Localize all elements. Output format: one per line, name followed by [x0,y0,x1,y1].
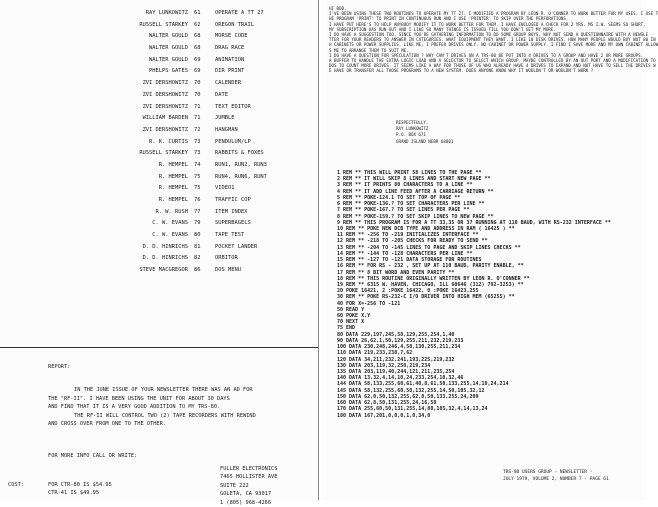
letter-line: I DO HAVE A SUGGESTION TOO. SINCE YOU'RE GATHERING INFORMATION TO DO SOME GROUP BUYS, WHY NOT SEND A QUESTIONNAIRE WITH A NEWSLE [329,32,649,38]
footer-line: JULY 1979, VOLUME 2, NUMBER 7 - PAGE 61 [503,477,609,482]
code-line: 100 DATA 230,248,246,4,50,130,255,211,234 [337,344,461,351]
directory-author: R. HEMPEL [158,161,188,168]
code-line: 140 DATA 13,32,4,14,10,24,233,254,10,32,46 [337,375,464,382]
directory-row [0,125,318,137]
directory-author: RUSSELL STARKEY [139,21,188,28]
directory-page: 69 [194,68,201,75]
directory-row [0,253,318,265]
directory-title: PENDULUM/LP [215,138,251,145]
code-line: 50 READ Y [337,306,365,313]
code-line: 10 REM ** POKE NEW DCB TYPE AND ADDRESS IN RAM ( 16425 ) ** [337,225,515,232]
directory-title: HANGMAN [215,126,238,133]
letter-line: I'VE BEEN USING THESE TWO ROUTINES TO OPERATE MY TT 27. I MODIFIED A PROGRAM BY LEON R. O'CONNER TO WORK BETTER FOR MY USES. I USE T [329,11,658,17]
code-line: 3 REM ** IT PRINTS 80 CHARACTERS TO A LINE ** [337,182,473,189]
directory-title: DOS MENU [215,267,241,274]
report-line: AND FIND THAT IT IS A VERY GOOD ADDITION TO MY TRS-80. [48,404,221,411]
letter-line: HI BOB, [329,6,347,11]
directory-row [0,148,318,160]
directory-page: 75 [194,185,201,192]
signature-line: P.O. BOX 671 [396,132,426,138]
directory-author: R. W. RUSH [155,208,188,215]
letter-line: MY SUBSCRIPTION HAS RUN OUT AND I LIKE SO MANY THINGS IS ISSUED TILL YOU DON'T GET MY MORE. [329,26,556,32]
signature-block [396,120,453,145]
code-line: 9 REM ** THIS PROGRAM IS FOR A TT 33,35 OR 37 RUNNING AT 110 BAUD, WITH RS-232 INTERFACE ** [337,219,611,226]
directory-row [0,20,318,32]
directory-page: 75 [194,173,201,180]
directory-author: R. HEMPEL [158,185,188,192]
directory-row [0,207,318,219]
code-line: 60 POKE X,Y [337,313,371,320]
code-line: 16 REM ** FOR RS - 232 , SET UP AT 110 BAUD, PARITY ENABLE, ** [337,263,524,270]
directory-title: TRAFFIC COP [215,197,251,203]
directory-row [0,43,318,55]
directory-page: 82 [194,255,201,262]
directory-author: D. D. HINRICHS [142,255,188,262]
directory-author: ZVI DERSHOWITZ [142,91,188,98]
code-line: 90 DATA 26,62,1,50,129,255,211,232,219,233 [337,337,464,344]
code-line: 40 FOR X=-256 TO -121 [337,300,401,307]
code-line: 18 REM ** THIS ROUTINE ORIGINALLY WRITTEN BY LEON R. O'CONNER ** [337,275,530,282]
letter-line: I DO HAVE A QUESTION FOR SPECULATION ? WHY CAN'T DRIVES ON A TRS-80 BE PUT INTO 4 DRIVES TO A GROUP AND HAVE 2 OR MORE GROUPS. [329,52,644,58]
directory-title: RUN1, RUN2, RUN3 [215,161,267,168]
address-line: FULLER ELECTRONICS [220,466,278,472]
directory-author: R. HEMPEL [158,197,188,203]
footer-line: TRS-80 USERS GROUP - NEWSLETTER - [503,470,593,475]
code-line: 4 REM ** IT ADD LINE FEED AFTER A CARRIAGE RETURN ** [337,188,494,195]
directory-title: VIDEO1 [215,185,235,192]
directory-author: WILLIAM BARDEN [142,115,188,122]
directory-page: 69 [194,56,201,63]
directory-title: MORSE CODE [215,33,248,40]
directory-page: 70 [194,91,201,98]
directory-row [0,183,318,195]
code-line: 150 DATA 62,0,50,132,255,62,8,50,133,255,24,209 [337,393,479,400]
signature-line: RESPECTFULLY, [396,120,429,125]
code-line: 5 REM ** POKE-124.1 TO SET TOP OF PAGE ** [337,194,461,201]
letter-line: TTER FOR YOUR READERS TO ANSWER IN CATEGORIES. WHAT EQUIPMENT THEY WANT. I LIKE 10 DISK DRIVES. HOW MANY PEOPLE WOULD BUY NOT 80 IN [329,37,656,43]
directory-title: SUPERBAGELS [215,220,251,227]
code-line: 17 REM ** 8 BIT WORD AND EVEN PARITY ** [337,269,455,276]
directory-author: ZVI DERSHOWITZ [142,80,188,87]
directory-title: TEXT EDITOR [215,103,251,110]
directory-row [0,102,318,114]
report-line: THE RF-II WILL CONTROL TWO (2) TAPE RECORDERS WITH REWIND [74,412,256,419]
directory-title: RUN4, RUN6, RUN7 [215,173,267,180]
code-line: 160 DATA 62,8,50,131,255,24,16,58 [337,400,437,407]
directory-title: ORBITOR [215,255,238,262]
directory-title: DRAG RACE [215,45,245,52]
vendor-address [220,465,277,507]
code-line: 14 REM ** -144 TO -128 CHARACTERS PER LINE ** [337,250,473,257]
directory-page: 68 [194,45,201,52]
code-line: 80 DATA 229,197,245,58,129,255,254,1,40 [337,331,455,338]
report-heading: REPORT: [48,364,71,370]
code-line: 70 NEXT X [337,319,365,326]
directory-row [0,160,318,172]
report-line: IN THE JUNE ISSUE OF YOUR NEWSLETTER THERE WAS AN AD FOR [74,387,253,393]
code-line: 12 REM ** -218 TO -205 CHECKS FOR READY TO SEND ** [337,238,488,245]
program-directory [0,8,318,277]
directory-title: ANIMATION [215,56,245,63]
directory-title: OPERATE A TT 27 [215,10,264,16]
right-page [321,0,658,500]
directory-title: JUMBLE [215,115,235,122]
directory-row [0,172,318,184]
directory-page: 74 [194,161,201,168]
code-line: 8 REM ** POKE-159.? TO SET SKIP LINES TO NEW PAGE ** [337,213,494,220]
directory-page: 77 [194,208,201,215]
directory-row [0,55,318,67]
signature-line: GRAND ISLAND NEBR 68801 [396,138,454,144]
code-line: 180 DATA 167,201,0,0,0,1,0,34,0 [337,412,431,419]
cost-item: FOR CTR-80 IS $54.95 [48,482,112,488]
directory-page: 62 [194,21,201,28]
directory-page: 86 [194,267,201,274]
code-line: 75 END [337,325,356,332]
directory-page: 72 [194,126,201,133]
page-footer [503,469,609,483]
letter-line: E HAVE OR TRANSFER ALL THOSE PROGRAMS TO A NEW SYSTEM. DOES ANYONE KNOW WHY IT WOULDN'T OR WOULDN'T WORK ? [329,68,594,74]
directory-page: 73 [194,150,201,157]
address-line: GOLETA, CA 93017 [220,491,272,498]
letter-line: H CABINETS OR POWER SUPPLIES. LIKE ME, I PREFER DRIVES ONLY. NO CABINET OR POWER SUPPLY. I FIND I SAVE MORE AND MY OWN CABINET ALLOW [329,42,658,48]
code-line: 110 DATA 219,233,238,7,62 [337,350,413,357]
letter-line: I HAVE PUT HERE'S TO HELP ANYBODY MODIFY IT TO WORK BETTER FOR THEM. I HAVE ENCLOSED A CHECK FOR 2 YRS. MS I.W. SEEMS SO SHORT. [329,21,646,27]
directory-author: C. W. EVANS [152,232,188,239]
letter-line: A BUFFER TO HANDLE THE EXTRA LOGIC LOAD AND A SELECTOR TO SELECT WHICH GROUP. MAYBE CONTROLLED BY AN OUT PORT AND A MODIFICATION TO [329,58,656,64]
directory-author: PHELPS GATES [149,68,188,75]
directory-author: RUSSELL STARKEY [139,150,188,157]
code-line: 145 DATA 58,132,255,60,50,132,255,14,50,105,32,12 [337,387,485,394]
code-line: 144 DATA 58,133,255,60,61,40,8,61,50,133,255,14,10,24,214 [337,381,509,388]
directory-page: 73 [194,138,201,145]
directory-author: ZVI DERSHOWITZ [142,126,188,133]
code-line: 120 DATA 34,211,232,241,193,225,219,232 [337,356,455,363]
directory-author: WALTER GOULD [149,33,188,40]
directory-page: 76 [194,197,201,203]
directory-page: 79 [194,220,201,227]
report-body [48,386,310,429]
directory-title: OREGON TRAIL [215,21,254,28]
directory-row [0,90,318,102]
cost-label: COST: [8,482,24,488]
code-line: 7 REM ** POKE-167.? TO SET LINES PER PAGE ** [337,207,470,214]
code-line: 6 REM ** POKE-136.? TO SET CHARACTERS PER LINE ** [337,201,485,208]
letter-line: HE PROGRAM 'PRINT' TO PRINT IN CONTINUOUS RUN AND I USE 'PRINTER' TO SKIP OVER THE PERFORATIONS. [329,16,569,22]
directory-page: 61 [194,10,201,16]
directory-page: 81 [194,243,201,250]
address-line: 1 (805) 968-4266 [220,499,272,506]
code-line: 13 REM ** -204 TO -145 LINES TO PAGE AND SKIP LINES CHECKS ** [337,244,521,251]
directory-author: WALTER GOULD [149,45,188,52]
left-page [0,0,319,506]
code-line: 11 REM ** -256 TO -219 INITIALIZES INTERFACE ** [337,232,479,239]
cost-item: CTR-41 IS $49.95 [48,490,100,497]
basic-listing [337,170,641,419]
directory-title: DIR PRINT [215,68,245,75]
directory-title: TAPE TEST [215,232,245,239]
code-line: 20 POKE 16421, 2 :POKE 16422, 0 :POKE 16423,255 [337,288,479,295]
directory-author: WALTER GOULD [149,56,188,63]
code-line: 30 REM ** POKE RS-232-C I/O DRIVER INTO HIGH MEM (65255) ** [337,294,515,301]
directory-row [0,66,318,78]
directory-author: ZVI DERSHOWITZ [142,103,188,110]
directory-title: DATE [215,91,228,98]
letter-line: DOS TO COUNT MORE DRIVES. IT SEEMS LIKE A WAY FOR THOSE OF US WHO ALREADY HAVE 4 DRIVES TO EXPAND AND NOT HAVE TO SELL THE DRIVES W [329,63,656,69]
code-line: 1 REM ** THIS WILL PRINT 58 LINES TO THE PAGE ** [337,170,482,176]
more-info-line: FOR MORE INFO CALL OR WRITE: [48,453,138,459]
code-line: 2 REM ** IT WILL SKIP 8 LINES AND START NEW PAGE ** [337,176,491,183]
directory-title: RABBITS & FOXES [215,150,264,157]
code-line: 170 DATA 255,60,50,131,255,14,80,185,32,4,14,13,24 [337,406,488,413]
directory-row [0,218,318,230]
directory-row [0,265,318,277]
directory-author: C. W. EVANS [152,220,188,227]
directory-author: R. K. CURTIS [149,138,188,145]
directory-row [0,8,318,20]
code-line: 130 DATA 203,119,32,250,219,234 [337,362,431,369]
code-line: 19 REM ** 6315 W. HAVEN, CHICAGO, ILL 60646 (312) 792-3253) ** [337,281,524,288]
directory-page: 71 [194,115,201,122]
directory-row [0,31,318,43]
directory-row [0,113,318,125]
letter-text [329,6,658,74]
directory-row [0,78,318,90]
address-line: SUITE 222 [220,482,249,489]
report-line: AND CROSS OVER FROM ONE TO THE OTHER. [48,421,166,428]
directory-row [0,137,318,149]
address-line: 7465 HOLLISTER AVE [220,474,278,481]
directory-title: POCKET LANDER [215,243,258,250]
code-line: 135 DATA 203,119,40,244,121,211,235,254 [337,369,455,375]
directory-row [0,230,318,242]
directory-row [0,242,318,254]
directory-page: 71 [194,103,201,110]
directory-page: 80 [194,232,201,239]
directory-title: ITEM INDEX [215,208,248,215]
directory-author: D. D. HINRICHS [142,243,188,250]
letter-line: S ME TO ARRANGE THEM TO SUIT ME. [329,47,409,53]
directory-page: 70 [194,80,201,87]
directory-author: STEVE MACGREGOR [139,267,188,274]
section-divider [0,347,318,348]
directory-page: 68 [194,33,201,40]
directory-author: R. HEMPEL [158,173,188,180]
signature-line: RAY LUNKOWITZ [396,126,429,132]
report-line: THE "RF-II". I HAVE BEEN USING THE UNIT FOR ABOUT 30 DAYS [48,395,230,402]
code-line: 15 REM ** -127 TO -121 DATA STORAGE FOR ROUTINES [337,257,482,264]
directory-title: CALENDER [215,80,241,87]
directory-row [0,195,318,207]
directory-author: RAY LUNKOWITZ [145,10,188,16]
